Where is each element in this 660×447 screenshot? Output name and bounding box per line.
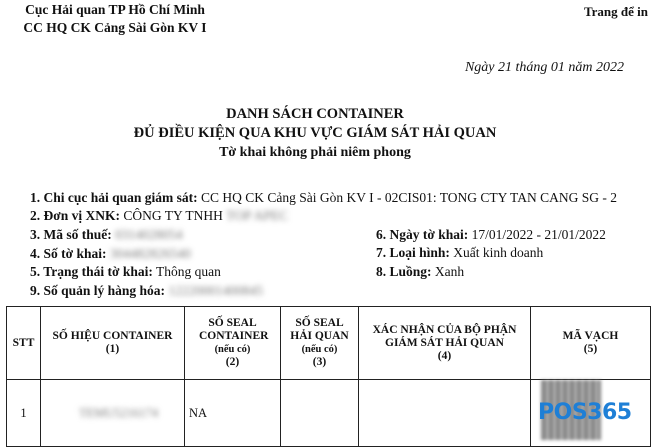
field-value: Xuất kinh doanh [453,245,544,260]
redacted-value: 0314028054 [115,227,183,242]
field-value: Xanh [434,264,465,279]
field-label: 8. Luồng: [376,264,432,279]
page-label: Trang để in [583,4,648,19]
column-header-customs-confirmation: XÁC NHẬN CỦA BỘ PHẬN GIÁM SÁT HẢI QUAN (4) [359,307,531,380]
cell-container-number: TEMU5216174 [41,380,185,447]
field-value: CC HQ CK Cảng Sài Gòn KV I - 02CIS01: TONG CTY TAN CANG SG - 2 [201,190,617,205]
field-declaration-status [30,264,221,280]
document-title: DANH SÁCH CONTAINER [226,106,404,122]
field-label: 5. Trạng thái tờ khai: [30,264,153,279]
cell-customs-seal [281,380,359,447]
field-value: CÔNG TY TNHH [123,208,223,223]
field-label: 2. Đơn vị XNK: [30,208,120,223]
document-date: Ngày 21 tháng 01 năm 2022 [464,60,624,75]
field-goods-management-number [30,283,263,299]
field-value: Thông quan [156,264,221,279]
agency-name: Cục Hải quan TP Hồ Chí Minh [25,2,205,17]
redacted-value: 12220001400845 [168,283,263,298]
column-header-container-number: SỐ HIỆU CONTAINER (1) [41,307,185,380]
document-subtitle: ĐỦ ĐIỀU KIỆN QUA KHU VỰC GIÁM SÁT HẢI QUAN [133,125,497,141]
document-note: Tờ khai không phải niêm phong [219,145,411,160]
column-header-container-seal: SỐ SEAL CONTAINER (nếu có) (2) [185,307,281,380]
field-customs-office [30,190,617,206]
column-header-customs-seal: SỐ SEAL HẢI QUAN (nếu có) (3) [281,307,359,380]
column-header-barcode: MÃ VẠCH (5) [531,307,651,380]
column-header-stt: STT [7,307,41,380]
cell-stt: 1 [7,380,41,447]
field-import-export-unit [30,208,288,224]
pos365-watermark: POS365 [538,400,632,425]
field-label: 1. Chi cục hải quan giám sát: [30,190,198,205]
table-header-row [7,307,651,380]
field-declaration-type [376,245,543,261]
field-tax-code [30,227,183,243]
redacted-value: TOP APEC [226,208,289,223]
cell-confirmation [359,380,531,447]
field-label: 6. Ngày tờ khai: [376,227,469,242]
field-label: 4. Số tờ khai: [30,246,107,261]
field-value: 17/01/2022 - 21/01/2022 [471,227,606,242]
cell-container-seal: NA [185,380,281,447]
redacted-value: 304482826540 [109,246,191,261]
field-channel [376,264,464,280]
field-declaration-date [376,227,606,243]
agency-branch: CC HQ CK Cảng Sài Gòn KV I [23,20,207,35]
field-label: 3. Mã số thuế: [30,227,112,242]
field-label: 7. Loại hình: [376,245,450,260]
field-declaration-number [30,246,191,262]
field-label: 9. Số quản lý hàng hóa: [30,283,166,298]
